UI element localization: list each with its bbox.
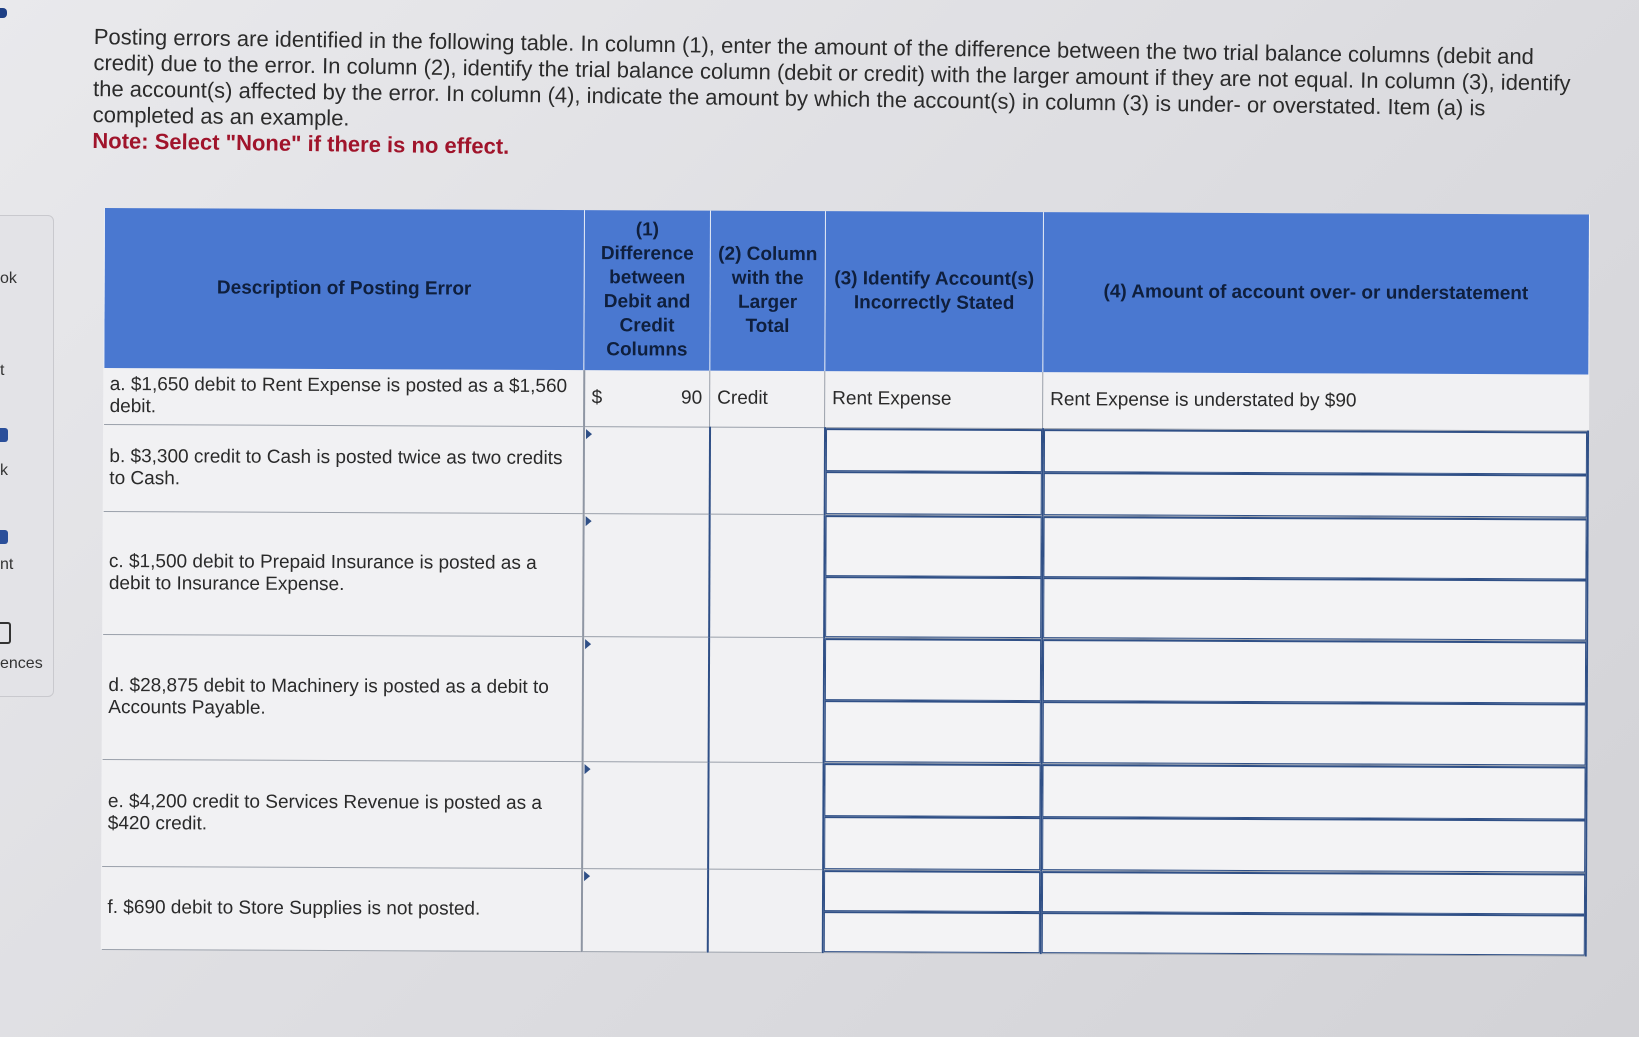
dropdown-arrow-icon <box>585 429 591 439</box>
row-a-larger-column-cell <box>710 371 825 428</box>
header-larger-column: (2) Column with the Larger Total <box>710 211 826 372</box>
header-amount: (4) Amount of account over- or understatement <box>1043 212 1589 374</box>
row-c-amount-input-2[interactable] <box>1043 577 1586 640</box>
row-e-account-select-2[interactable] <box>824 816 1040 870</box>
row-f-difference-input[interactable] <box>581 869 707 953</box>
dropdown-arrow-icon <box>585 639 591 649</box>
row-d-amount-input-2[interactable] <box>1042 701 1585 765</box>
row-a-description: a. $1,650 debit to Rent Expense is posted as a $1,560 debit. <box>104 368 584 427</box>
row-d-description: d. $28,875 debit to Machinery is posted as a debit to Accounts Payable. <box>102 634 583 761</box>
table-row <box>102 759 1586 872</box>
posting-errors-table <box>101 208 1590 956</box>
row-f-account-select-2[interactable] <box>823 911 1039 953</box>
row-f-account-select[interactable] <box>822 870 1040 954</box>
header-account: (3) Identify Account(s) Incorrectly Stated <box>825 211 1044 372</box>
row-c-amount-input[interactable] <box>1042 516 1588 641</box>
row-f-description: f. $690 debit to Store Supplies is not posted. <box>101 866 581 951</box>
row-c-account-select[interactable] <box>824 515 1043 639</box>
row-f-larger-column-select[interactable] <box>707 869 822 953</box>
row-a-amount: Rent Expense is understated by $90 <box>1050 389 1357 412</box>
row-d-account-select[interactable] <box>823 638 1042 764</box>
rail-label-ask[interactable]: k <box>0 462 8 479</box>
rail-label-print-item[interactable]: nt <box>0 556 14 573</box>
row-e-amount-input-2[interactable] <box>1042 817 1585 872</box>
row-e-account-select-1[interactable] <box>824 763 1040 817</box>
row-a-difference-cell <box>584 370 710 427</box>
row-a-difference: 90 <box>680 387 703 409</box>
left-navigation-rail <box>0 0 55 1037</box>
posting-errors-table-wrap <box>101 208 1588 956</box>
row-e-amount-input[interactable] <box>1041 764 1586 873</box>
row-f-amount-input[interactable] <box>1040 871 1585 956</box>
rail-references-icon <box>0 622 11 644</box>
row-e-account-select[interactable] <box>823 763 1041 871</box>
instructions-note: Note: Select "None" if there is no effect. <box>92 127 510 159</box>
table-row <box>104 368 1588 431</box>
header-description: Description of Posting Error <box>104 208 585 370</box>
row-b-amount-input-2[interactable] <box>1043 472 1586 517</box>
row-b-account-select-1[interactable] <box>825 428 1041 472</box>
row-e-amount-input-1[interactable] <box>1042 764 1585 819</box>
row-b-account-select-2[interactable] <box>825 471 1041 515</box>
row-f-amount-input-2[interactable] <box>1041 912 1584 955</box>
table-row <box>102 634 1587 765</box>
row-e-difference-input[interactable] <box>582 762 708 870</box>
rail-label-book[interactable]: ok <box>0 270 17 287</box>
row-d-larger-column-select[interactable] <box>708 637 824 763</box>
question-instructions <box>92 24 1574 175</box>
row-b-amount-input-1[interactable] <box>1043 429 1586 474</box>
row-c-larger-column-select[interactable] <box>709 514 825 638</box>
header-difference: (1) Difference between Debit and Credit Columns <box>584 210 711 371</box>
row-c-account-select-1[interactable] <box>825 515 1041 577</box>
dropdown-arrow-icon <box>585 516 591 526</box>
row-c-difference-input[interactable] <box>583 514 710 638</box>
row-b-difference-input[interactable] <box>583 427 709 515</box>
dropdown-arrow-icon <box>584 871 590 881</box>
rail-label-print[interactable]: t <box>0 362 5 379</box>
table-row <box>103 425 1587 518</box>
row-b-account-select[interactable] <box>824 428 1042 516</box>
row-a-account-cell <box>825 371 1043 428</box>
row-a-larger-column: Credit <box>717 387 768 409</box>
row-a-account: Rent Expense <box>832 388 952 410</box>
row-d-account-select-1[interactable] <box>824 638 1040 701</box>
rail-indicator-icon <box>0 8 7 18</box>
row-d-account-select-2[interactable] <box>824 700 1040 763</box>
row-e-larger-column-select[interactable] <box>708 762 823 870</box>
rail-label-references[interactable]: ences <box>0 655 43 672</box>
row-d-amount-input-1[interactable] <box>1042 639 1585 703</box>
row-b-larger-column-select[interactable] <box>709 427 824 515</box>
table-row <box>101 866 1585 955</box>
row-f-amount-input-1[interactable] <box>1041 871 1584 914</box>
row-a-currency: $ <box>591 387 603 409</box>
instructions-text: Posting errors are identified in the following table. In column (1), enter the amount of the difference between the two trial balance columns (debit and credit) due to the error. In column (2), identify the trial balance column (debit or credit) with the larger amount if they are not equal. In column (3), identify the account(s) affected by the error. In column (4), indicate the amount by which the account(s) in column (3) is under- or overstated. Item (a) is completed as an example. <box>92 24 1571 131</box>
row-c-description: c. $1,500 debit to Prepaid Insurance is posted as a debit to Insurance Expense. <box>103 511 584 636</box>
rail-marker-icon <box>0 530 8 544</box>
row-c-amount-input-1[interactable] <box>1043 516 1586 579</box>
row-e-description: e. $4,200 credit to Services Revenue is posted as a $420 credit. <box>102 759 582 868</box>
rail-marker-icon <box>0 428 8 442</box>
row-d-amount-input[interactable] <box>1041 639 1587 766</box>
row-b-amount-input[interactable] <box>1042 429 1587 518</box>
dropdown-arrow-icon <box>584 764 590 774</box>
row-c-account-select-2[interactable] <box>825 576 1041 638</box>
row-b-description: b. $3,300 credit to Cash is posted twice as two credits to Cash. <box>103 425 583 514</box>
row-a-amount-cell <box>1043 372 1588 431</box>
row-d-difference-input[interactable] <box>582 637 709 763</box>
row-f-account-select-1[interactable] <box>823 870 1039 912</box>
table-row <box>103 511 1588 640</box>
